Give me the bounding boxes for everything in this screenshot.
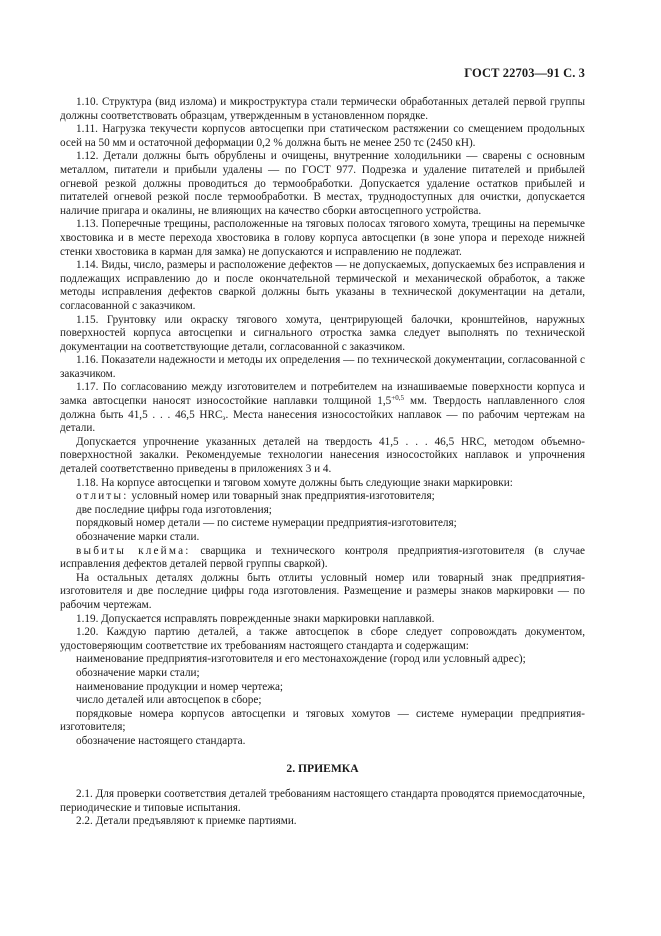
paragraph-1-18: 1.18. На корпусе автосцепки и тяговом хомуте должны быть следующие знаки маркировки: [76,476,513,489]
paragraph-1-17-part-a: 1.17. По согласованию между изготовителем и потребителем на изнашиваемые поверхности корпуса и замка автосцепки наносят износостойкие наплавки толщиной 1,5 [60,381,585,408]
document-body [60,96,585,829]
document-item-manufacturer: наименование предприятия-изготовителя и его местонахождение (город или условный адрес); [76,653,526,666]
paragraph-2-2: 2.2. Детали предъявляют к приемке партиями. [76,815,297,828]
paragraph-1-11: 1.11. Нагрузка текучести корпусов автосцепки при статическом растяжении со смещением продольных осей на 50 мм и остаточной деформации 0,2 % должна быть не менее 250 тс (2450 кН). [60,123,585,149]
tolerance-superscript: +0,5 [391,394,404,403]
paragraph-1-19: 1.19. Допускается исправлять поврежденные знаки маркировки наплавкой. [76,612,435,625]
paragraph-1-12: 1.12. Детали должны быть обрублены и очищены, внутренние холодильники — сварены с основным металлом, питатели и прибыли удалены — по ГОСТ 977. Подрезка и удаление питателей и прибылей огневой резкой должны проводиться до термообработки. Допускается удаление остатков прибылей и питателей огневой резкой после термообработки. В местах, труднодоступных для очистки, допускается наличие пригара и окалины, не влияющих на качество сборки автосцепного устройства. [60,150,585,217]
paragraph-1-17-part-b: мм. Твердость наплавленного слоя должна быть 41,5 . . . 46,5 HRC [60,395,586,421]
document-item-count: число деталей или автосцепок в сборе; [76,694,262,707]
marking-cast-text: условный номер или товарный знак предприятия-изготовителя; [128,490,435,503]
paragraph-1-13: 1.13. Поперечные трещины, расположенные на тяговых полосах тягового хомута, трещины на перемычке хвостовика и в месте перехода хвостовика в голову корпуса автосцепки (в зоне упора и переходе нижней стенки хвостовика в карман для замка) не допускаются и исправлению не подлежат. [60,218,585,258]
paragraph-1-17-part-c: . Места нанесения износостойких наплавок — по рабочим чертежам на детали. [60,408,585,435]
page-header: ГОСТ 22703—91 С. 3 [464,66,585,80]
marking-serial-item: порядковый номер детали — по системе нумерации предприятия-изготовителя; [76,517,457,530]
paragraph-1-20: 1.20. Каждую партию деталей, а также автосцепок в сборе следует сопровождать документом, удостоверяющим соответствие их требованиям настоящего стандарта и содержащим: [60,626,585,652]
paragraph-1-17-hardening: Допускается упрочнение указанных деталей на твердость 41,5 . . . 46,5 HRC, методом объемно-поверхностной закалки. Рекомендуемые технологии нанесения износостойких наплавок и упрочнения деталей соответственно приведены в приложениях 3 и 4. [60,435,585,476]
document-item-steel: обозначение марки стали; [76,666,200,679]
paragraph-1-10: 1.10. Структура (вид излома) и микроструктура стали термически обработанных деталей первой группы должны соответствовать образцам, утвержденным в установленном порядке. [60,96,585,122]
paragraph-1-18-other-parts: На остальных деталях должны быть отлиты условный номер или товарный знак предприятия-изготовителя и две последние цифры года изготовления. Размещение и размеры знаков маркировки — по рабочим чертежам. [60,571,585,611]
hardness-subscript: э [222,413,226,422]
marking-cast-label: отлиты: [76,490,129,503]
marking-steel-item: обозначение марки стали. [76,531,200,543]
marking-stamped-label: выбиты клейма: [76,544,191,557]
paragraph-1-17 [60,381,585,435]
paragraph-1-15: 1.15. Грунтовку или окраску тягового хомута, центрирующей балочки, кронштейнов, наружных поверхностей корпуса автосцепки и сигнального отростка замка следует выполнять по технической документации на соответствующие детали, согласованной с заказчиком. [60,313,585,353]
section-2-title: 2. ПРИЕМКА [286,761,359,775]
paragraph-1-14: 1.14. Виды, число, размеры и расположение дефектов — не допускаемых, допускаемых без исправления и подлежащих исправлению до и после окончательной термической и механической обработок, а также методы исправления дефектов сваркой должны быть указаны в технической документации на детали, согласованной с заказчиком. [60,259,585,312]
document-item-product: наименование продукции и номер чертежа; [76,680,284,693]
marking-stamped-item [60,545,585,572]
paragraph-2-1: 2.1. Для проверки соответствия деталей требованиям настоящего стандарта проводятся приемосдаточные, периодические и типовые испытания. [60,788,585,814]
paragraph-1-16: 1.16. Показатели надежности и методы их определения — по технической документации, согласованной с заказчиком. [60,354,585,380]
document-item-standard: обозначение настоящего стандарта. [76,734,246,747]
document-item-serials: порядковые номера корпусов автосцепки и тяговых хомутов — системе нумерации предприятия-изготовителя; [60,707,585,734]
marking-stamped-text: сварщика и технического контроля предприятия-изготовителя (в случае исправления дефектов деталей первой группы сваркой). [60,544,585,571]
marking-cast-item [60,490,585,504]
marking-year-item: две последние цифры года изготовления; [76,503,272,516]
